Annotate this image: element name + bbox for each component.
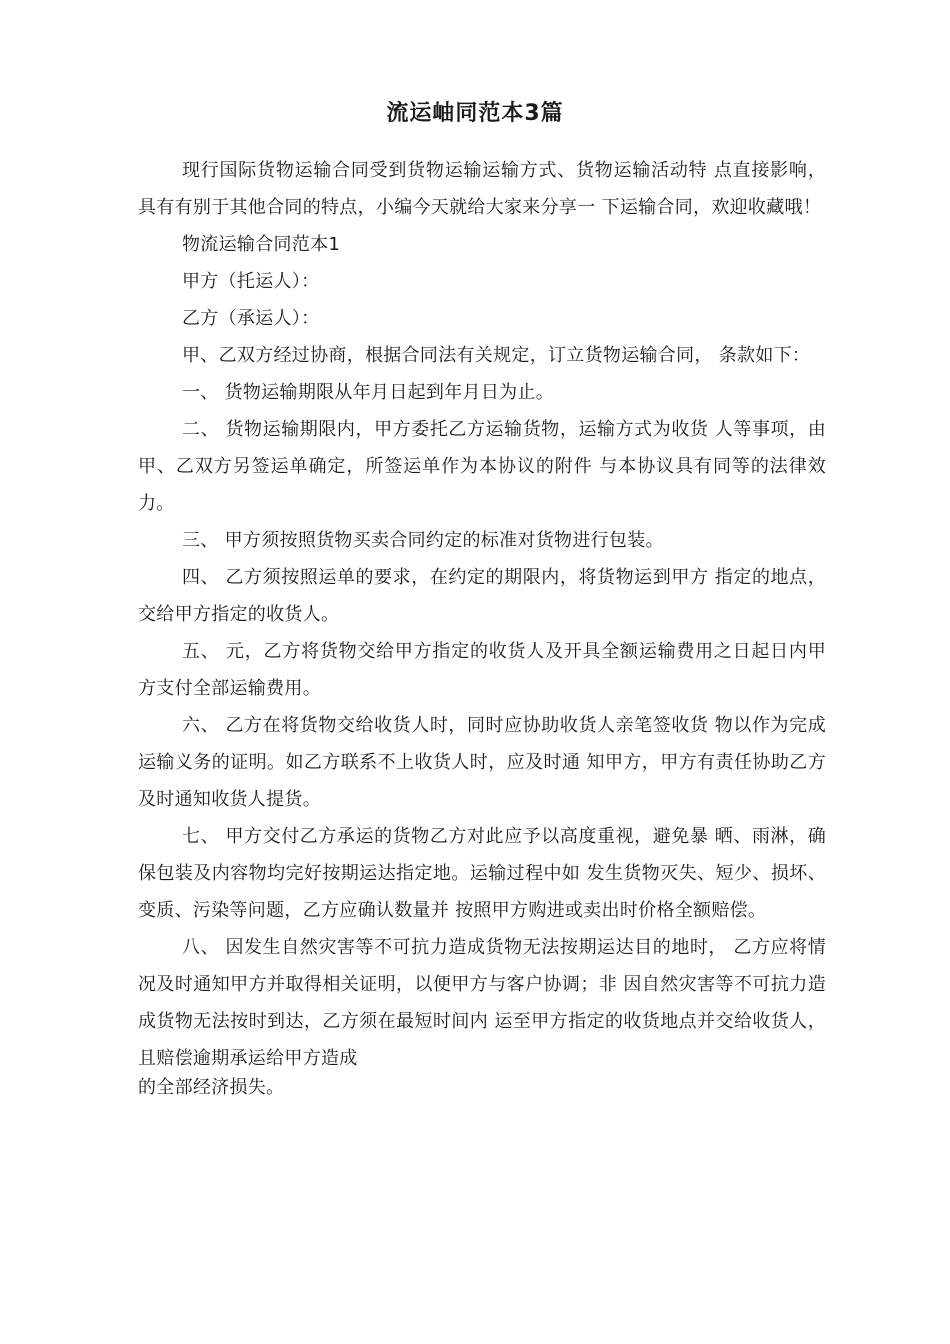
paragraph-party-a: 甲方（托运人）： bbox=[182, 271, 320, 292]
paragraph-party-b: 乙方（承运人）： bbox=[182, 308, 320, 329]
document-body bbox=[138, 152, 826, 1106]
clause-8: 八、 因发生自然灾害等不可抗力造成货物无法按期运达目的地时， 乙方应将情况及时通知甲方并取得相关证明，以便甲方与客户协调；非 因自然灾害等不可抗力造成货物无法按时到达，乙方须在最短时间内 运至甲方指定的收货地点并交给收货人，且赔偿逾期承运给甲方造成 bbox=[138, 937, 826, 1069]
clause-1: 一、 货物运输期限从年月日起到年月日为止。 bbox=[182, 382, 555, 403]
clause-8-tail: 的全部经济损失。 bbox=[138, 1077, 285, 1098]
clause-7: 七、 甲方交付乙方承运的货物乙方对此应予以高度重视，避免暴 晒、雨淋，确保包装及内容物均完好按期运达指定地。运输过程中如 发生货物灭失、短少、损坏、变质、污染等问题，乙方应确认数量并 按照甲方购进或卖出时价格全额赔偿。 bbox=[138, 826, 826, 921]
clause-4: 四、 乙方须按照运单的要求，在约定的期限内，将货物运到甲方 指定的地点，交给甲方指定的收货人。 bbox=[138, 567, 826, 625]
document-title: 流运岫同范本3篇 bbox=[386, 101, 564, 126]
paragraph-heading: 物流运输合同范本1 bbox=[182, 234, 341, 255]
paragraph-agreement: 甲、乙双方经过协商，根据合同法有关规定，订立货物运输合同， 条款如下： bbox=[182, 345, 811, 366]
clause-3: 三、 甲方须按照货物买卖合同约定的标准对货物进行包装。 bbox=[182, 530, 664, 551]
clause-5: 五、 元，乙方将货物交给甲方指定的收货人及开具全额运输费用之日起日内甲方支付全部运输费用。 bbox=[138, 641, 826, 699]
paragraph-intro: 现行国际货物运输合同受到货物运输运输方式、货物运输活动特 点直接影响，具有有别于其他合同的特点，小编今天就给大家来分享一 下运输合同，欢迎收藏哦！ bbox=[138, 160, 826, 218]
clause-6: 六、 乙方在将货物交给收货人时，同时应协助收货人亲笔签收货 物以作为完成运输义务的证明。如乙方联系不上收货人时，应及时通 知甲方，甲方有责任协助乙方及时通知收货人提货。 bbox=[138, 715, 826, 810]
clause-2: 二、 货物运输期限内，甲方委托乙方运输货物，运输方式为收货 人等事项，由甲、乙双方另签运单确定，所签运单作为本协议的附件 与本协议具有同等的法律效力。 bbox=[138, 419, 826, 514]
